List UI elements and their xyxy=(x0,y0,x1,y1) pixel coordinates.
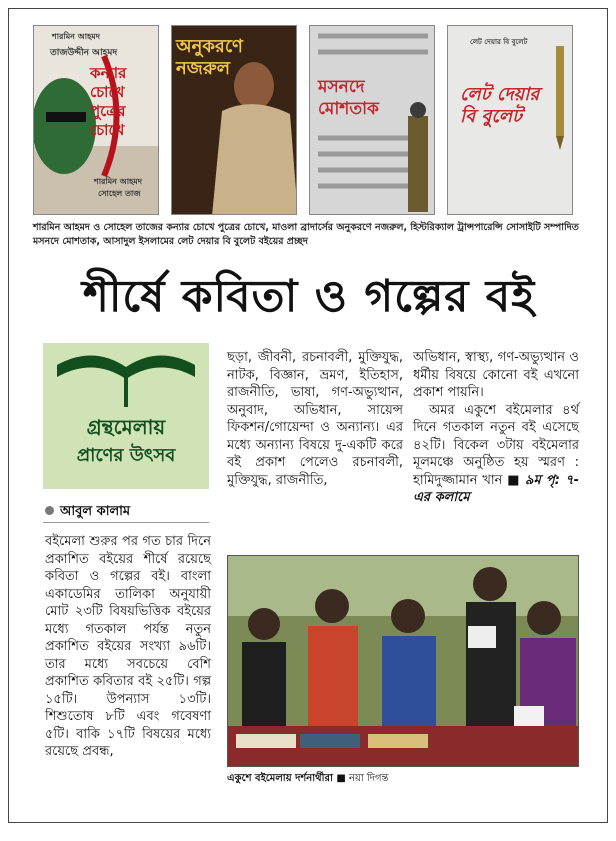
book-cover-let-there-be-bullet xyxy=(447,25,573,215)
byline-divider xyxy=(43,522,209,523)
square-bullet-icon: ■ xyxy=(507,472,521,488)
article-column-3 xyxy=(413,349,579,507)
article-column-1: বইমেলা শুরুর পর গত চার দিনে প্রকাশিত বইয়ের শীর্ষে রয়েছে কবিতা ও গল্পের বই। বাংলা একাডেমির তালিকা অনুযায়ী মোট ২৩টি বিষয়ভিত্তিক বইয়ের মধ্যে গতকাল পর্যন্ত নতুন প্রকাশিত বইয়ের সংখ্যা ৯৬টি। তার মধ্যে সবচেয়ে বেশি প্রকাশিত কবিতার বই ২৫টি। গল্প ১৫টি। উপন্যাস ১৩টি। শিশুতোষ ৮টি এবং গবেষণা ৫টি। বাকি ১৭টি বিষয়ের মধ্যে রয়েছে প্রবন্ধ, xyxy=(45,534,211,759)
book-cover-mosnode-moshtak xyxy=(309,25,435,215)
cover-author-line: তাজউদ্দীন আহমদ xyxy=(50,48,118,58)
book-fair-photo xyxy=(227,555,579,767)
open-book-icon xyxy=(43,343,209,413)
cover-title: মসনদে মোশতাক xyxy=(318,77,379,119)
headline: শীর্ষে কবিতা ও গল্পের বই xyxy=(82,271,536,322)
byline-name: আবুল কালাম xyxy=(60,504,131,519)
byline xyxy=(45,502,130,523)
cover-top-line: লেট দেয়ার বি বুলেট xyxy=(470,38,528,46)
cover-title: অনুকরণে নজরুল xyxy=(176,36,243,79)
book-cover-onukorone-nazrul xyxy=(171,25,297,215)
cover-author-bottom-2: সোহেল তাজ xyxy=(98,189,141,198)
book-fair-logo xyxy=(43,343,209,489)
logo-line-2: প্রাণের উৎসব xyxy=(76,445,176,466)
cover-author-bottom: শারমিন আহমদ xyxy=(94,177,142,186)
continued-on-link[interactable]: ৯ম পৃ: ৭-এর কলামে xyxy=(413,472,579,505)
newspaper-page xyxy=(8,8,608,823)
cover-title: লেট দেয়ার বি বুলেট xyxy=(460,84,540,127)
photo-caption xyxy=(227,771,579,788)
logo-line-1: গ্রন্থমেলায় xyxy=(86,415,166,439)
cover-pattern-art xyxy=(310,26,435,215)
book-covers-strip xyxy=(33,25,585,215)
column-3-paragraph-1: অভিধান, স্বাস্থ্য, গণ-অভ্যুত্থান ও ধর্মীয় বিষয়ে কোনো বই এখনো প্রকাশ পায়নি। xyxy=(413,350,579,400)
cover-caption: শারমিন আহমদ ও সোহেল তাজের কন্যার চোখে পুত্রের চোখে, মাওলা ব্রাদার্সের অনুকরণে নজরুল, হিস্টরিক্যাল ট্রান্সপারেন্সি সোসাইটি সম্পাদিত মসনদে মোশতাক, আসাদুল ইসলামের লেট দেয়ার বি বুলেট বইয়ের প্রচ্ছদ xyxy=(33,222,579,247)
square-bullet-icon: ■ xyxy=(336,773,349,784)
photo-caption-text: একুশে বইমেলায় দর্শনার্থীরা xyxy=(227,773,333,784)
photo-source: নয়া দিগন্ত xyxy=(348,773,389,784)
article-column-2: ছড়া, জীবনী, রচনাবলী, মুক্তিযুদ্ধ, নাটক, বিজ্ঞান, ভ্রমণ, ইতিহাস, রাজনীতি, ভাষা, গণ-অভ্যুত্থান, অনুবাদ, অভিধান, সায়েন্স ফিকশন/গোয়েন্দা ও অন্যান্য। এর মধ্যে অন্যান্য বিষয়ে দু-একটি করে বই প্রকাশ পেলেও রচনাবলী, মুক্তিযুদ্ধ, রাজনীতি, xyxy=(227,350,403,488)
column-3-paragraph-2 xyxy=(413,402,579,507)
bullet-icon xyxy=(45,506,54,515)
column-3-paragraph-2-text: অমর একুশে বইমেলার ৪র্থ দিনে গতকাল নতুন বই এসেছে ৪২টি। বিকেল ৩টায় বইমেলার মূলমঞ্চে অনুষ্ঠিত হয় স্মরণ : হামিদুজ্জামান খান xyxy=(413,402,579,488)
cover-top-line: শারমিন আহমদ xyxy=(52,32,100,41)
visitors-reading-illustration xyxy=(228,556,579,767)
cover-title: কন্যার চোখে পুত্রের চোখে xyxy=(90,64,127,139)
book-cover-konnar-chokhe xyxy=(33,25,159,215)
